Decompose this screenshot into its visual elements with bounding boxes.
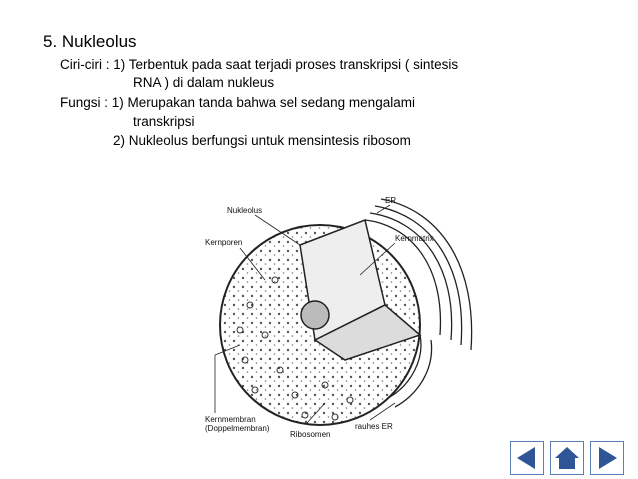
label-rauhes-er: rauhes ER [355, 422, 393, 431]
slide-title: 5. Nukleolus [43, 32, 137, 51]
nucleus-drawing [195, 185, 485, 445]
fungsi-line-1: Fungsi : 1) Merupakan tanda bahwa sel sedang mengalami [60, 95, 415, 110]
label-kernmatrix: Kernmatrix [395, 234, 434, 243]
label-kernmembran: Kernmembran [205, 415, 256, 424]
ciri-line-1: Ciri-ciri : 1) Terbentuk pada saat terjadi proses transkripsi ( sintesis [60, 57, 459, 72]
fungsi-line-2: transkripsi [133, 114, 195, 129]
label-nukleolus: Nukleolus [227, 206, 263, 215]
next-slide-button[interactable] [590, 441, 624, 475]
nucleolus-body [301, 301, 329, 329]
prev-slide-button[interactable] [510, 441, 544, 475]
home-icon [551, 442, 583, 474]
label-kernporen: Kernporen [205, 238, 243, 247]
label-doppelmembran: (Doppelmembran) [205, 424, 270, 433]
triangle-left-icon [511, 442, 543, 474]
label-er: ER [385, 196, 397, 205]
label-ribosomen: Ribosomen [290, 430, 331, 439]
nucleus-diagram [195, 185, 485, 445]
triangle-right-icon [591, 442, 623, 474]
ciri-line-2: RNA ) di dalam nukleus [133, 75, 275, 90]
home-button[interactable] [550, 441, 584, 475]
fungsi-line-3: 2) Nukleolus berfungsi untuk mensintesis ribosom [113, 133, 411, 148]
